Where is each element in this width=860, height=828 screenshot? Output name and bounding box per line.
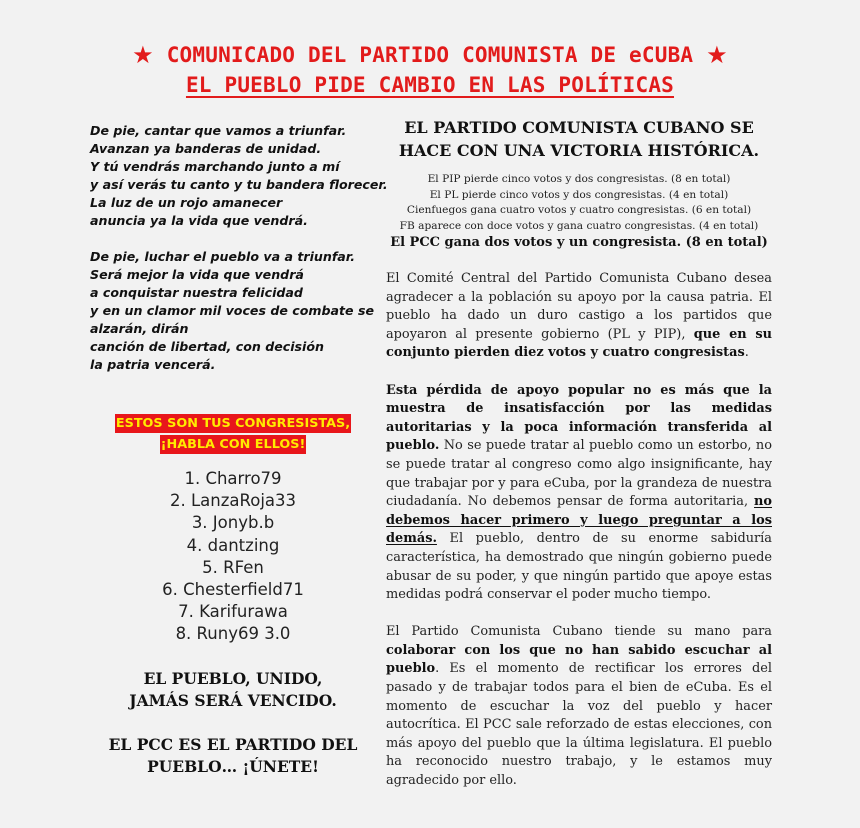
callout-line: ESTOS SON TUS CONGRESISTAS, — [115, 416, 351, 431]
congress-list — [90, 468, 376, 646]
lyric-line: alzarán, dirán — [90, 321, 189, 336]
lyric-line: y así verás tu canto y tu bandera florecer. — [90, 177, 388, 192]
list-item: 2. LanzaRoja33 — [169, 491, 297, 511]
slogan-line: EL PUEBLO, UNIDO, — [143, 668, 323, 688]
result-line: Cienfuegos gana cuatro votos y cuatro congresistas. (6 en total) — [406, 204, 752, 216]
communique-subtitle: EL PUEBLO PIDE CAMBIO EN LAS POLÍTICAS — [185, 73, 675, 97]
title-line: HACE CON UNA VICTORIA HISTÓRICA. — [398, 141, 760, 160]
article-body — [386, 270, 772, 791]
result-line: El PIP pierde cinco votos y dos congresistas. (8 en total) — [427, 173, 731, 185]
right-column — [386, 116, 772, 809]
slogan-line: JAMÁS SERÁ VENCIDO. — [129, 690, 337, 710]
election-results — [386, 172, 772, 252]
lyric-line: Y tú vendrás marchando junto a mí — [90, 159, 340, 174]
slogan-unity — [90, 668, 376, 712]
anthem-lyrics — [90, 122, 388, 374]
communique-title: COMUNICADO DEL PARTIDO COMUNISTA DE eCUBA — [166, 43, 694, 67]
paragraph-2: Esta pérdida de apoyo popular no es más que la muestra de insatisfacción por las medidas autoritarias y la poca información transferida al pueblo. No se puede tratar al pueblo como un estorbo, no se puede tratar al congreso como algo insignificante, hay que trabajar por y para eCuba, por la grandeza de nuestra ciudadanía. No debemos pensar de forma autoritaria, no debemos hacer primero y luego preguntar a los demás. El pueblo, dentro de su enorme sabiduría característica, ha demostrado que ningún gobierno puede abusar de su poder, y que ningún partido que apoye estas medidas podrá conservar el poder mucho tiempo. — [386, 382, 772, 603]
paragraph-3: El Partido Comunista Cubano tiende su mano para colaborar con los que no han sabido escuchar al pueblo. Es el momento de rectificar los errores del pasado y de trabajar todos para el bien de eCuba. Es el momento de escuchar la voz del pueblo y hacer autocrítica. El PCC sale reforzado de estas elecciones, con más apoyo del pueblo que la última legislatura. El pueblo ha reconocido nuestro trabajo, y le estamos muy agradecido por ello. — [386, 624, 772, 789]
slogan-join — [90, 734, 376, 778]
list-item: 4. dantzing — [186, 535, 280, 555]
congress-callout — [90, 412, 376, 454]
list-item: 5. RFen — [202, 557, 264, 577]
paragraph-1: El Comité Central del Partido Comunista Cubano desea agradecer a la población su apoyo por la causa patria. El pueblo ha dado un duro castigo a los partidos que apoyaron al presente gobierno (PL y PIP), que en su conjunto pierden diez votos y cuatro congresistas. — [386, 271, 772, 361]
lyric-line: anuncia ya la vida que vendrá. — [90, 213, 308, 228]
slogan-line: PUEBLO… ¡ÚNETE! — [147, 756, 319, 776]
list-item: 7. Karifurawa — [178, 602, 288, 622]
list-item: 1. Charro79 — [184, 469, 282, 488]
lyric-line: De pie, luchar el pueblo va a triunfar. — [90, 249, 355, 264]
red-star-icon: ★ — [132, 41, 154, 69]
lyric-line: Avanzan ya banderas de unidad. — [90, 141, 322, 156]
lyric-line: canción de libertad, con decisión — [90, 339, 324, 354]
header — [0, 40, 860, 97]
header-line-2 — [0, 73, 860, 97]
lyric-line: De pie, cantar que vamos a triunfar. — [90, 123, 347, 138]
list-item: 3. Jonyb.b — [191, 513, 275, 533]
lyric-line: Será mejor la vida que vendrá — [90, 267, 304, 282]
red-star-icon: ★ — [706, 41, 728, 69]
callout-line: ¡HABLA CON ELLOS! — [160, 437, 306, 452]
result-line: FB aparece con doce votos y gana cuatro congresistas. (4 en total) — [399, 219, 759, 232]
article-title — [386, 116, 772, 162]
list-item: 6. Chesterfield71 — [162, 580, 304, 600]
lyric-line: la patria vencerá. — [90, 357, 216, 372]
lyric-line: a conquistar nuestra felicidad — [90, 285, 303, 300]
list-item: 8. Runy69 3.0 — [175, 624, 291, 644]
lyric-line: La luz de un rojo amanecer — [90, 195, 283, 210]
result-line-pcc: El PCC gana dos votos y un congresista. (8 en total) — [390, 235, 768, 250]
title-line: EL PARTIDO COMUNISTA CUBANO SE — [404, 118, 754, 137]
lyric-line: y en un clamor mil voces de combate se — [90, 303, 375, 318]
left-column — [90, 122, 388, 778]
slogan-line: EL PCC ES EL PARTIDO DEL — [108, 734, 358, 754]
header-line-1 — [0, 40, 860, 68]
result-line: El PL pierde cinco votos y dos congresistas. (4 en total) — [429, 188, 729, 201]
